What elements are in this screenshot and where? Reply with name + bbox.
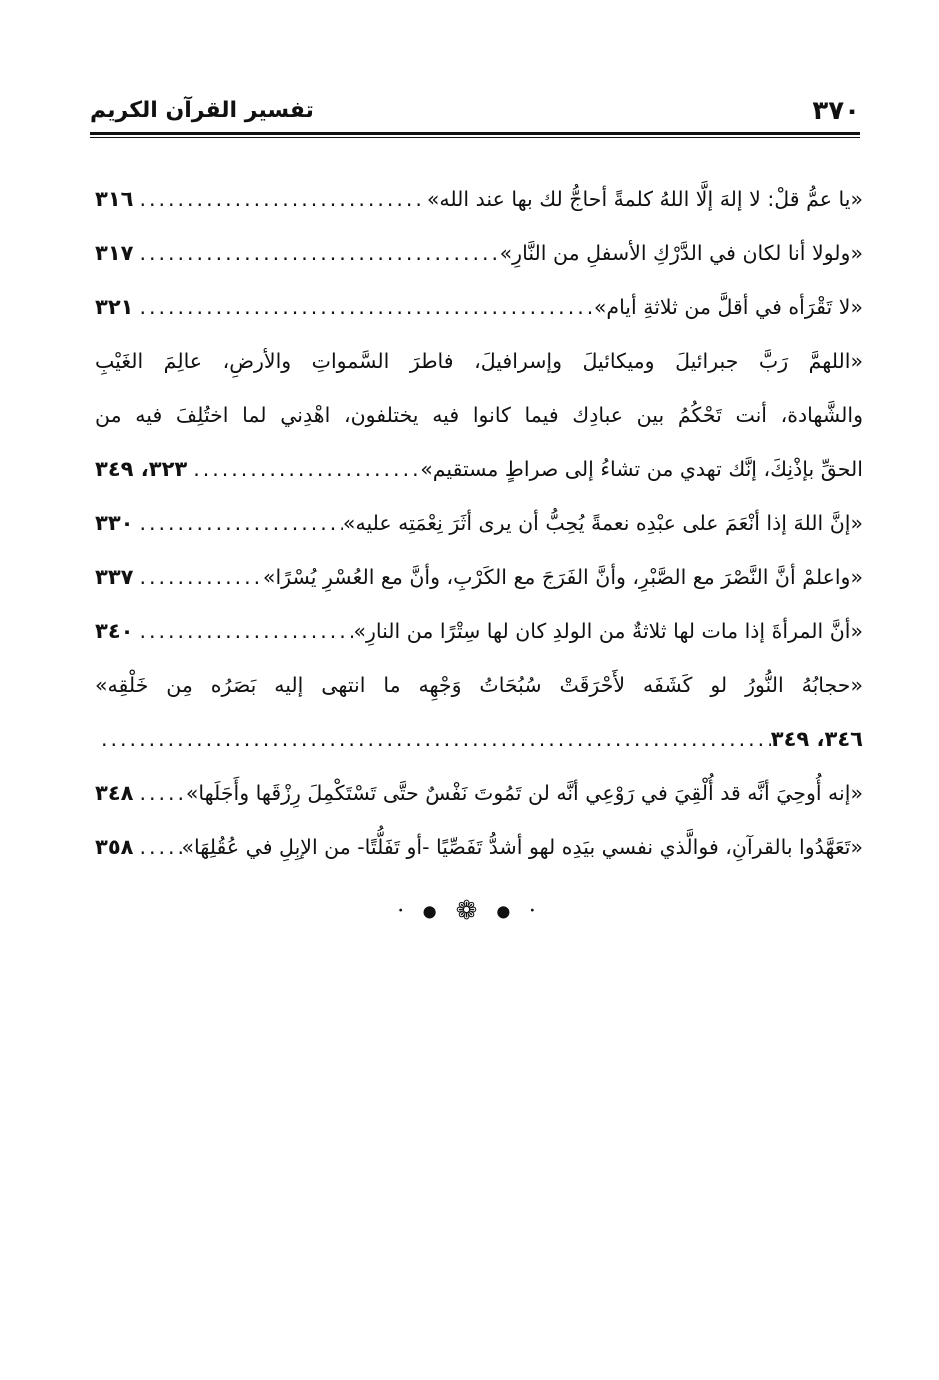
entry-text: «إنَّ اللهَ إذا أنْعَمَ على عبْدِه نعمةً يُحِبُّ أن يرى أثَرَ نِعْمَتِه عليه» xyxy=(342,511,863,535)
dot-leader xyxy=(133,280,593,334)
dot-leader xyxy=(95,712,771,766)
dot-leader xyxy=(133,172,426,226)
page-header xyxy=(90,96,860,130)
entry-pages: ٣٤٨ xyxy=(95,781,134,805)
end-ornament xyxy=(0,896,939,926)
index-entry xyxy=(95,442,863,496)
dot-leader xyxy=(133,226,499,280)
index-entry xyxy=(95,226,863,280)
entry-pages: ٣٢٣، ٣٤٩ xyxy=(95,457,188,481)
dot-leader xyxy=(133,496,342,550)
entry-pages: ٣٤٦، ٣٤٩ xyxy=(770,727,863,751)
entry-text: «واعلمْ أنَّ النَّصْرَ مع الصَّبْرِ، وأنَّ الفَرَجَ مع الكَرْبِ، وأنَّ مع العُسْرِ يُسْرًا» xyxy=(262,565,863,589)
entry-text: «ولولا أنا لكان في الدَّرْكِ الأسفلِ من النَّارِ» xyxy=(499,241,863,265)
entry-pages: ٣٣٠ xyxy=(95,511,134,535)
index-entry xyxy=(95,496,863,550)
entry-pages: ٣٢١ xyxy=(95,295,134,319)
index-entry xyxy=(95,280,863,334)
index-entry-pages-line xyxy=(95,712,863,766)
index-entry-continued xyxy=(95,658,863,712)
running-title: تفسير القرآن الكريم xyxy=(90,98,314,123)
entry-text: والشَّهادة، أنت تَحْكُمُ بين عبادِك فيما كانوا فيه يختلفون، اهْدِني لما اختُلِفَ فيه من xyxy=(95,403,863,427)
entry-pages: ٣٣٧ xyxy=(95,565,134,589)
entry-pages: ٣٥٨ xyxy=(95,835,134,859)
dot-leader xyxy=(133,766,185,820)
header-rule-thin xyxy=(90,137,860,138)
index-entry xyxy=(95,550,863,604)
index-entry xyxy=(95,604,863,658)
entry-text: «اللهمَّ رَبَّ جبرائيلَ وميكائيلَ وإسرافيلَ، فاطرَ السَّمواتِ والأرضِ، عالِمَ الغَيْبِ xyxy=(95,349,863,373)
header-rule xyxy=(90,132,860,135)
index-entry xyxy=(95,820,863,874)
entry-text: «تَعَهَّدُوا بالقرآنِ، فوالَّذي نفسي بيَدِه لهو أشدُّ تَفَصِّيًا -أو تَفَلُّتًا- من الإبِلِ في عُقُلِهَا» xyxy=(181,835,863,859)
hadith-index-list xyxy=(95,172,863,874)
index-entry-continued xyxy=(95,388,863,442)
entry-text: «لا تَقْرَأه في أقلَّ من ثلاثةِ أيام» xyxy=(593,295,863,319)
small-dot-icon: • xyxy=(397,905,410,917)
entry-pages: ٣١٦ xyxy=(95,187,134,211)
large-dot-icon: ● xyxy=(422,901,443,921)
entry-text: «إنه أُوحِيَ أنَّه قد أُلْقِيَ في رَوْعِي أنَّه لن تَمُوتَ نَفْسٌ حتَّى تَسْتَكْمِلَ رِزْقَها وأَجَلَها» xyxy=(185,781,863,805)
entry-pages: ٣٤٠ xyxy=(95,619,134,643)
index-entry xyxy=(95,172,863,226)
small-dot-icon: • xyxy=(529,905,542,917)
dot-leader xyxy=(133,604,353,658)
dot-leader xyxy=(187,442,420,496)
large-dot-icon: ● xyxy=(496,901,517,921)
entry-pages: ٣١٧ xyxy=(95,241,134,265)
dot-leader xyxy=(133,550,262,604)
entry-text: «يا عمُّ قلْ: لا إلهَ إلَّا اللهُ كلمةً أحاجُّ لك بها عند الله» xyxy=(426,187,863,211)
dot-leader xyxy=(133,820,181,874)
page-number: ٣٧٠ xyxy=(812,96,860,126)
entry-text: «حجابُهُ النُّورُ لو كَشَفَه لأَحْرَقَتْ سُبُحَاتُ وَجْهِه ما انتهى إليه بَصَرُه مِن خَلْقِه» xyxy=(95,673,863,697)
entry-text: «أنَّ المرأةَ إذا مات لها ثلاثةٌ من الولدِ كان لها سِتْرًا من النارِ» xyxy=(353,619,863,643)
entry-text: الحقِّ بإذْنِكَ، إنَّك تهدي من تشاءُ إلى صراطٍ مستقيم» xyxy=(420,457,863,481)
index-entry xyxy=(95,766,863,820)
index-entry-continued xyxy=(95,334,863,388)
flower-ornament-icon: ❁ xyxy=(455,896,484,926)
